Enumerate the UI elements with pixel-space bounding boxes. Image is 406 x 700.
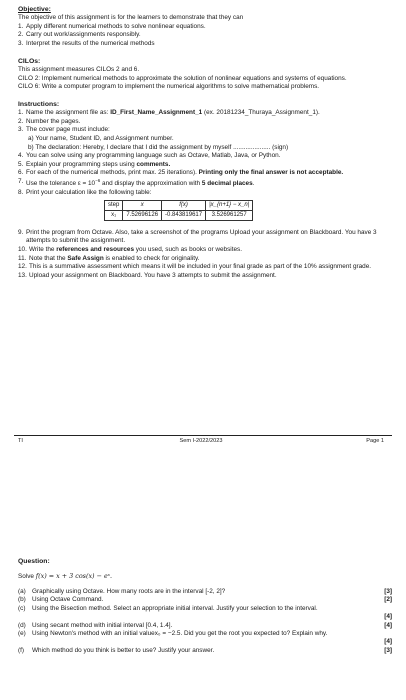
instruction-item: 12. This is a summative assessment which means it will be included in your final grade as part of the 10% assignment grade. (18, 263, 372, 271)
table-header-fx: f(x) (162, 200, 206, 210)
clos-heading: CILOs: (18, 57, 41, 65)
instruction-item: 4. You can solve using any programming language such as Octave, Matlab, Java, or Python. (18, 152, 281, 160)
table-cell: x₁ (105, 210, 123, 220)
objective-item: 3. Interpret the results of the numerical methods (18, 40, 155, 48)
question-item: (d) Using secant method with initial interval [0.4, 1.4]. [4] (18, 621, 392, 629)
instruction-item: 13. Upload your assignment on Blackboard. You have 3 attempts to submit the assignment. (18, 271, 277, 279)
marks-badge: [3] (384, 587, 392, 595)
table-header-row (105, 200, 253, 210)
instruction-item: 6. For each of the numerical methods, print max. 25 iterations). Printing only the final answer is not acceptable. (18, 169, 344, 177)
objective-item: 1. Apply different numerical methods to solve nonlinear equations. (18, 22, 206, 30)
instruction-item: 5. Explain your programming steps using comments. (18, 160, 171, 168)
marks-badge: [4] (384, 621, 392, 629)
instruction-item: 8. Print your calculation like the following table: (18, 188, 152, 196)
question-function: f(x) = x + 3 cos(x) − eˣ. (35, 572, 113, 581)
objective-item: 2. Carry out work/assignments responsibly. (18, 31, 141, 39)
instruction-item: 11. Note that the Safe Assign is enabled to check for originality. (18, 254, 200, 262)
footer-rule (14, 435, 392, 436)
question-item: (a) Graphically using Octave. How many roots are in the interval [-2, 2]? [3] (18, 587, 392, 595)
instruction-item: 10. Write the references and resources you used, such as books or websites. (18, 246, 243, 253)
question-list (18, 588, 392, 656)
table-cell: 7.52696126 (123, 210, 162, 220)
instruction-item: 1. Name the assignment file as: ID_First_Name_Assignment_1 (ex. 20181234_Thuraya_Assignment_1). (18, 109, 320, 116)
instructions-list (18, 109, 392, 281)
instruction-subitem: a) Your name, Student ID, and Assignment number. (28, 134, 174, 142)
marks-badge: [4] (384, 613, 392, 621)
table-header-error: |x_{n+1} − x_n| (206, 200, 253, 210)
page-2-content (18, 557, 392, 656)
footer-center: Sem I-2022/2023 (179, 438, 223, 444)
table-row (105, 210, 253, 220)
objective-heading: Objective: (18, 6, 51, 13)
calculation-table (104, 200, 253, 221)
question-item: (e) Using Newton's method with an initial valuex₀ = −2.5. Did you get the root you expected to? Explain why. [4] (18, 630, 392, 646)
clos-intro: This assignment measures CILOs 2 and 6. (18, 65, 140, 73)
table-cell: 3.526961257 (206, 210, 253, 220)
table-header-x: x (123, 200, 162, 210)
instruction-subitem: b) The declaration: Hereby, I declare that I did the assignment by myself ..................... (sign) (28, 143, 289, 151)
instruction-item: 7. Use the tolerance $\varepsilon = 10^{-6}$ and display the approximation with 5 decimal places. (18, 178, 255, 188)
page-gap (0, 457, 406, 545)
instructions-heading: Instructions: (18, 100, 60, 108)
question-heading: Question: (18, 558, 50, 565)
question-prompt: Solve f(x) = x + 3 cos(x) − eˣ. (18, 572, 113, 581)
marks-badge: [4] (384, 638, 392, 646)
question-item: (c) Using the Bisection method. Select an appropriate initial interval. Justify your selection to the interval. [4] (18, 605, 392, 621)
table-cell: -0.843819617 (162, 210, 206, 220)
instruction-item: 3. The cover page must include: (18, 126, 110, 134)
table-header-step: step (105, 200, 123, 210)
footer-left: TI (18, 438, 23, 444)
page-footer (18, 438, 384, 446)
question-item: (f) Which method do you think is better to use? Justify your answer. [3] (18, 647, 392, 655)
marks-badge: [2] (384, 596, 392, 604)
clo6-text: CILO 6: Write a computer program to implement the numerical algorithms to solve mathematical problems. (18, 83, 320, 91)
question-item: (b) Using Octave Command. [2] (18, 596, 392, 604)
instruction-item: 2. Number the pages. (18, 117, 81, 125)
footer-page-number: Page 1 (366, 438, 384, 444)
instruction-item: 9. Print the program from Octave. Also, take a screenshot of the programs Upload your assignment on Blackboard. You have 3 attempts to submit the assignment. (18, 228, 377, 245)
assignment-page-2 (0, 545, 406, 700)
clo2-text: CILO 2: Implement numerical methods to approximate the solution of nonlinear equations and systems of equations. (18, 74, 347, 82)
objective-intro: The objective of this assignment is for the learners to demonstrate that they can (18, 14, 244, 22)
page-1-content (18, 5, 392, 281)
marks-badge: [3] (384, 647, 392, 655)
objective-list (18, 23, 392, 49)
